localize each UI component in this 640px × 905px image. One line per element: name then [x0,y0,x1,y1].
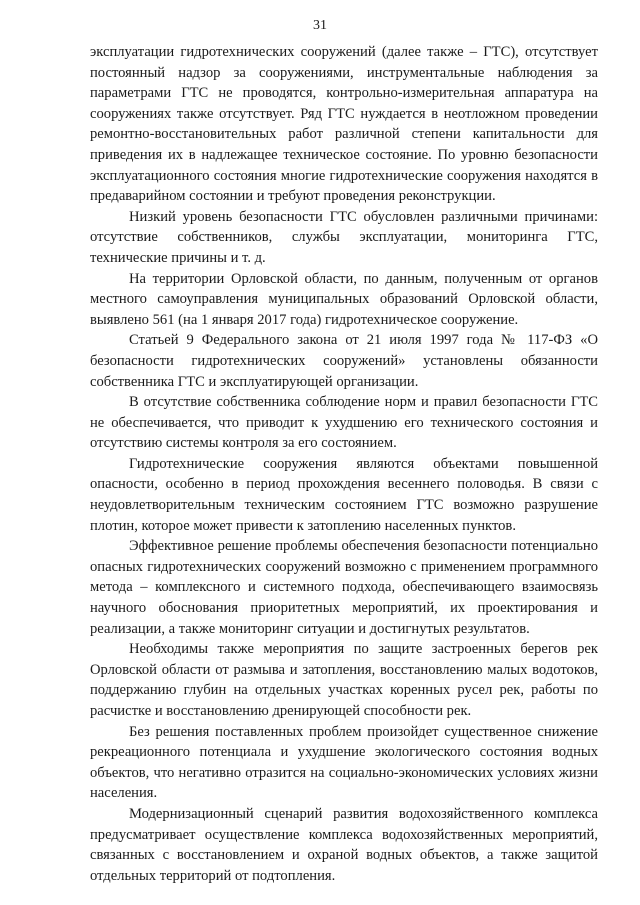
document-body [90,42,598,886]
paragraph-8: Необходимы также мероприятия по защите застроенных берегов рек Орловской области от размыва и затопления, восстановлению малых водотоков, поддержанию глубин на отдельных участках коренных русел рек, работы по расчистке и восстановлению дренирующей способности рек. [90,641,598,719]
paragraph-1: эксплуатации гидротехнических сооружений (далее также – ГТС), отсутствует постоянный надзор за сооружениями, инструментальные наблюдения за параметрами ГТС не проводятся, контрольно-измерительная аппаратура на сооружениях также отсутствует. Ряд ГТС нуждается в неотложном проведении ремонтно-восстановительных работ различной степени капитальности для приведения их в надлежащее техническое состояние. По уровню безопасности эксплуатационного состояния многие гидротехнические сооружения находятся в предаварийном состоянии и требуют проведения реконструкции. [90,44,598,205]
paragraph-4: Статьей 9 Федерального закона от 21 июля 1997 года № 117-ФЗ «О безопасности гидротехнических сооружений» установлены обязанности собственника ГТС и эксплуатирующей организации. [90,332,598,390]
page-number: 31 [313,18,327,33]
paragraph-2: Низкий уровень безопасности ГТС обусловлен различными причинами: отсутствие собственников, службы эксплуатации, мониторинга ГТС, технические причины и т. д. [90,208,598,266]
paragraph-9: Без решения поставленных проблем произойдет существенное снижение рекреационного потенциала и ухудшение экологического состояния водных объектов, что негативно отразится на социально-экономических условиях жизни населения. [90,723,598,802]
paragraph-7: Эффективное решение проблемы обеспечения безопасности потенциально опасных гидротехнических сооружений возможно с применением программного метода – комплексного и системного подхода, обеспечивающего взаимосвязь научного обоснования приоритетных мероприятий, их проектирования и реализации, а также мониторинг ситуации и достигнутых результатов. [90,538,598,637]
paragraph-5: В отсутствие собственника соблюдение норм и правил безопасности ГТС не обеспечивается, что приводит к ухудшению его технического состояния и отсутствию системы контроля за его состоянием. [90,394,598,452]
paragraph-6: Гидротехнические сооружения являются объектами повышенной опасности, особенно в период прохождения весеннего половодья. В связи с неудовлетворительным техническим состоянием ГТС возможно разрушение плотин, которое может привести к затоплению населенных пунктов. [90,455,598,534]
paragraph-10: Модернизационный сценарий развития водохозяйственного комплекса предусматривает осуществление комплекса водохозяйственных мероприятий, связанных с восстановлением и охраной водных объектов, а также защитой отдельных территорий от подтопления. [90,805,598,884]
paragraph-3: На территории Орловской области, по данным, полученным от органов местного самоуправления муниципальных образований Орловской области, выявлено 561 (на 1 января 2017 года) гидротехническое сооружение. [90,270,598,328]
